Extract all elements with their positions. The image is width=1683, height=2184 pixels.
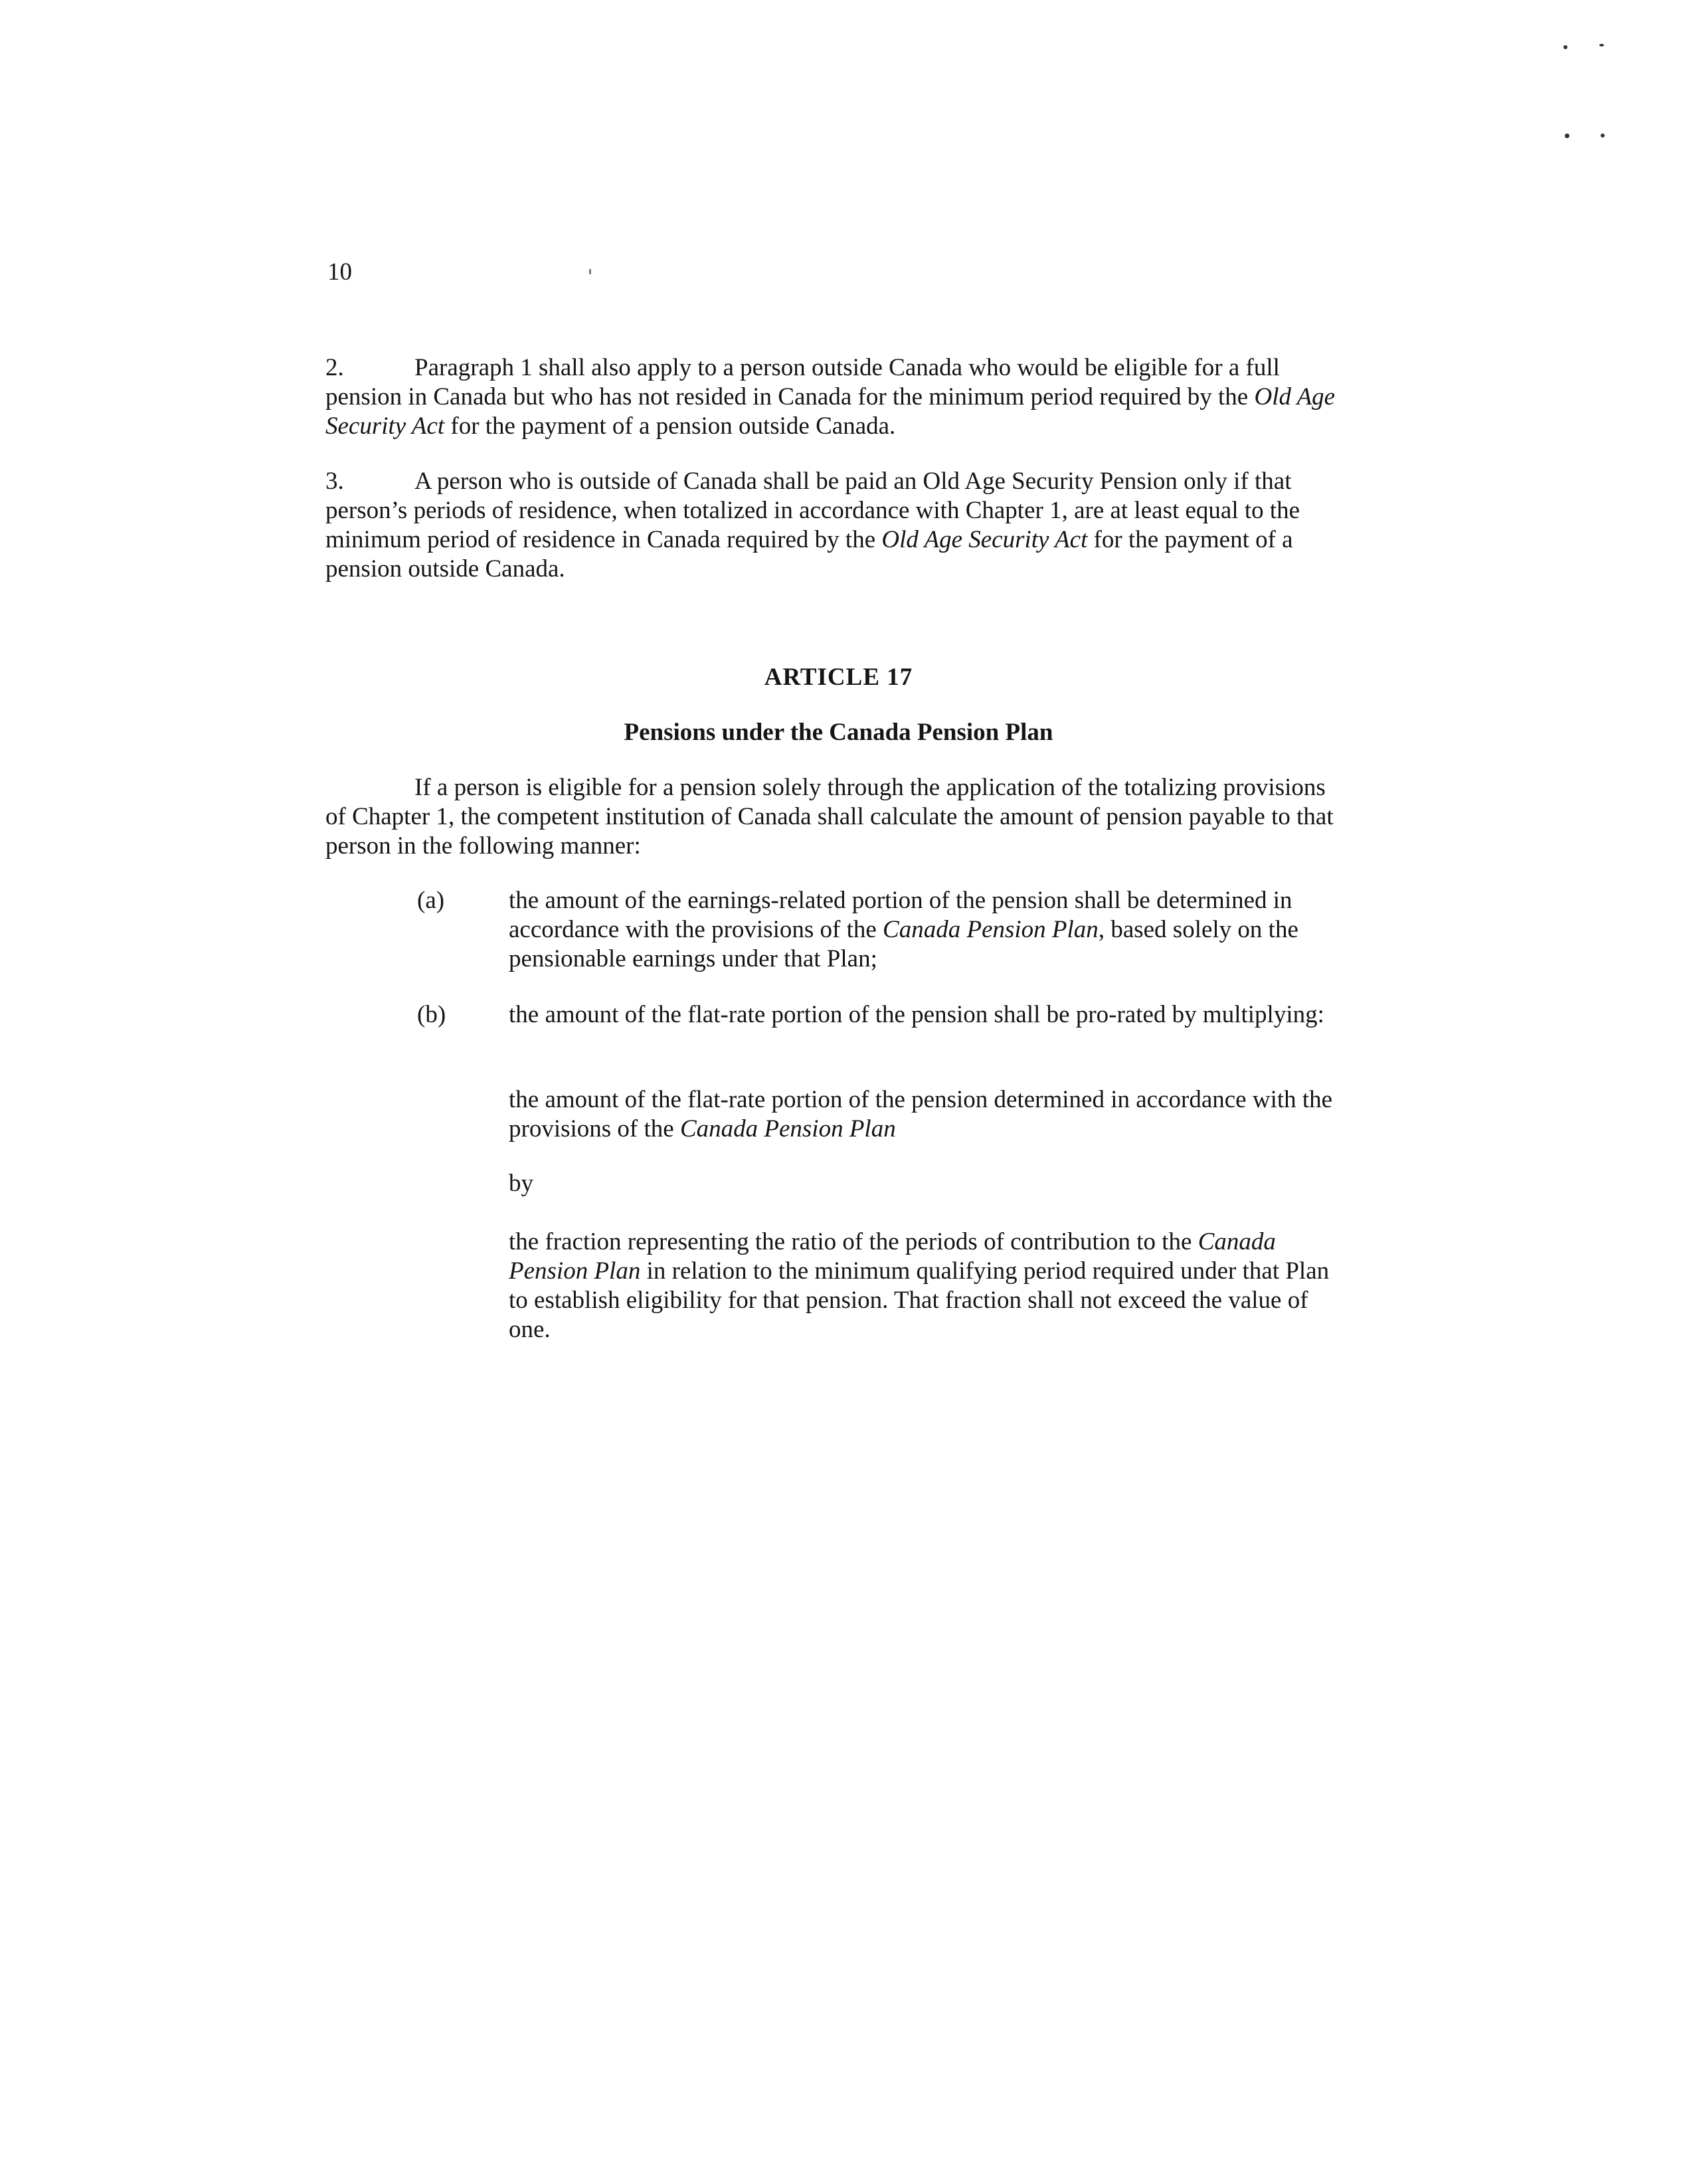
article-subheading: Pensions under the Canada Pension Plan: [624, 719, 1053, 746]
act-title-italic: Old Age Security Act: [325, 383, 1336, 440]
plan-title-italic: Canada Pension Plan: [883, 916, 1099, 943]
paragraph-number: 2.: [325, 354, 344, 381]
item-b-fraction: [509, 1228, 1352, 1344]
item-text: the amount of the earnings-related portion of the pension shall be determined in accordance with the provisions of the: [509, 887, 1292, 943]
item-b-by: by: [509, 1170, 533, 1197]
plan-title-italic: Canada Pension Plan: [509, 1228, 1276, 1285]
paragraph-2: [325, 353, 1352, 441]
scan-speck: [589, 269, 591, 274]
item-text: the amount of the flat-rate portion of the pension determined in accordance with the provisions of the: [509, 1086, 1333, 1142]
paragraph-number: 3.: [325, 468, 344, 495]
item-text: in relation to the minimum qualifying period required under that Plan to establish eligibility for that pension. That fraction shall not exceed the value of one.: [509, 1257, 1330, 1343]
plan-title-italic: Canada Pension Plan: [679, 1115, 896, 1142]
paragraph-text: for the payment of a pension outside Canada.: [444, 412, 896, 440]
scan-speck: [1563, 45, 1567, 49]
item-b-text: the amount of the flat-rate portion of the pension shall be pro-rated by multiplying:: [509, 1001, 1324, 1028]
scan-speck: [1565, 134, 1569, 138]
article-heading: ARTICLE 17: [764, 664, 913, 691]
act-title-italic: Old Age Security Act: [881, 526, 1088, 553]
scan-speck: [1599, 44, 1604, 46]
item-a-label: (a): [417, 887, 445, 914]
item-b-multiplicand: [509, 1085, 1352, 1144]
paragraph-text: A person who is outside of Canada shall be paid an Old Age Security Pension only if that person’s periods of residence, when totalized in accordance with Chapter 1, are at least equal to the minimum period of residence in Canada required by the: [325, 468, 1300, 553]
item-text: , based solely on the pensionable earnings under that Plan;: [509, 916, 1298, 972]
scan-speck: [1601, 134, 1605, 137]
paragraph-text: for the payment of a pension outside Canada.: [325, 526, 1293, 583]
page-number: 10: [327, 258, 352, 286]
paragraph-3: [325, 467, 1352, 584]
item-a-text: [509, 886, 1352, 974]
item-b-label: (b): [417, 1001, 446, 1028]
article-intro: If a person is eligible for a pension solely through the application of the totalizing provisions of Chapter 1, the competent institution of Canada shall calculate the amount of pension payable to that person in the following manner:: [325, 774, 1334, 860]
item-text: the fraction representing the ratio of the periods of contribution to the: [509, 1228, 1198, 1255]
paragraph-text: Paragraph 1 shall also apply to a person outside Canada who would be eligible for a full pension in Canada but who has not resided in Canada for the minimum period required by the: [325, 354, 1280, 410]
